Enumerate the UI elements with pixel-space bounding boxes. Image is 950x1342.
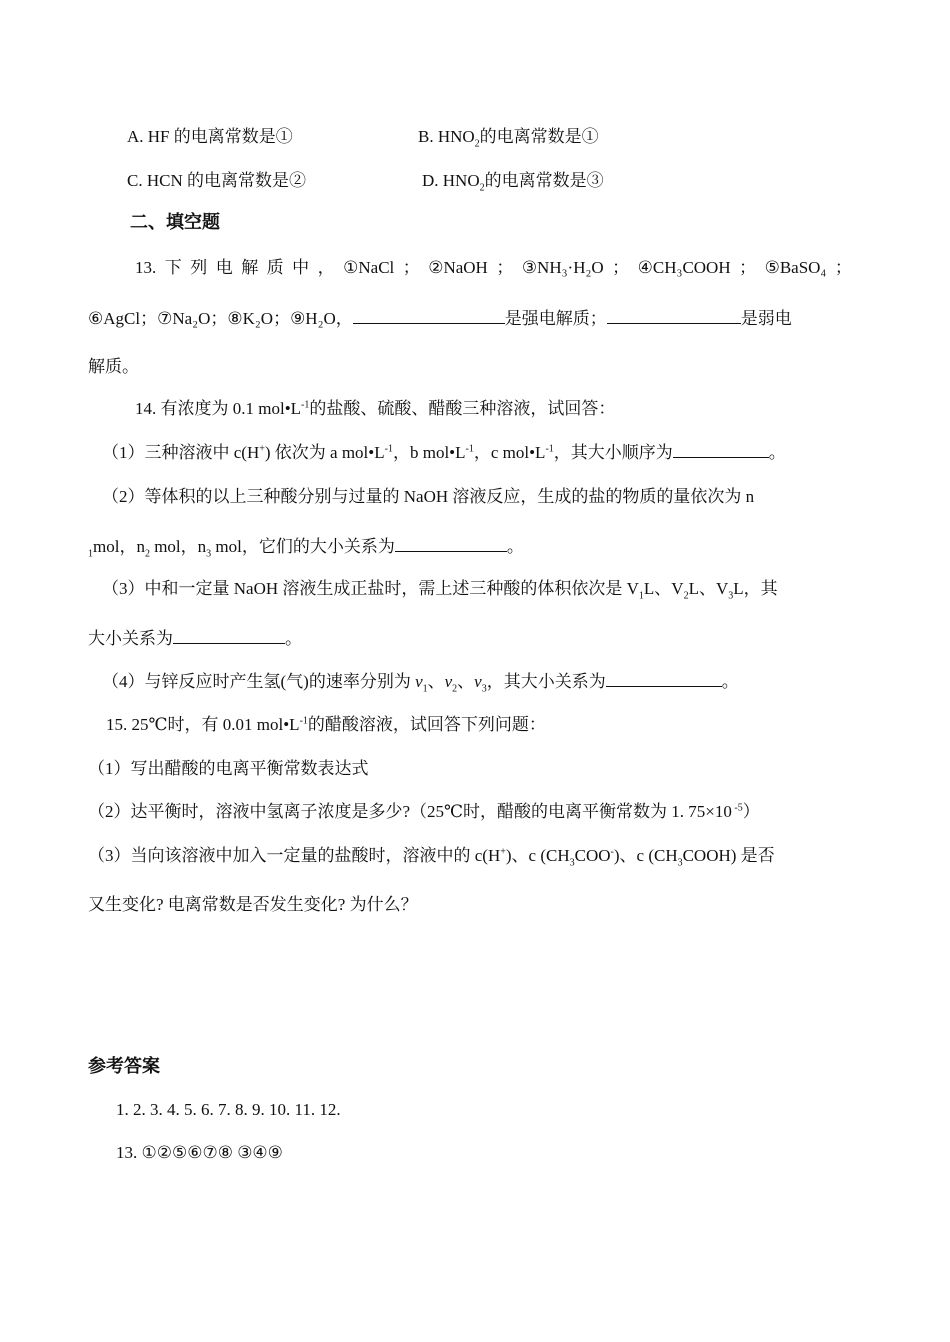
subscript: 1: [88, 548, 93, 560]
superscript: -: [610, 846, 614, 858]
q13-segment: 13.: [135, 258, 157, 277]
q13-segment: 质: [266, 258, 284, 277]
q13-segment: 下: [164, 258, 182, 277]
text-segment: )、c (CH: [505, 846, 570, 865]
answers-line2: 13. ①②⑤⑥⑦⑧ ③④⑨: [116, 1143, 283, 1162]
text-segment: 大小关系为: [88, 629, 173, 648]
q13-segment: ；: [612, 258, 630, 277]
q15-part2: [88, 801, 760, 823]
answers-line1: 1. 2. 3. 4. 5. 6. 7. 8. 9. 10. 11. 12.: [116, 1100, 341, 1119]
velocity-symbol: v: [474, 672, 482, 691]
option-b-text-end: 的电离常数是①: [479, 127, 599, 146]
option-d-text: D. HNO: [422, 171, 480, 190]
subscript: 3: [569, 857, 575, 869]
answers-heading: 参考答案: [88, 1056, 160, 1077]
q14-part2-line2: [88, 535, 524, 558]
text-segment: （3）中和一定量 NaOH 溶液生成正盐时，需上述三种酸的体积依次是 V: [102, 579, 639, 598]
superscript: -1: [301, 399, 310, 411]
subscript: 3: [728, 590, 734, 602]
answer-blank[interactable]: [353, 307, 505, 324]
subscript: 2: [144, 548, 150, 560]
q15-part1: （1）写出醋酸的电离平衡常数表达式: [88, 759, 369, 778]
option-c: C. HCN 的电离常数是②: [127, 171, 306, 190]
q14-part4: [102, 670, 739, 693]
separator: 、: [457, 672, 475, 691]
text-segment: （2）达平衡时，溶液中氢离子浓度是多少?（25℃时，醋酸的电离平衡常数为 1. 75×10: [88, 802, 732, 821]
q15-stem-text: 15. 25℃时，有 0.01 mol•L: [106, 715, 300, 734]
superscript: -1: [384, 443, 393, 455]
text-segment: （3）当向该溶液中加入一定量的盐酸时，溶液中的 c(H: [88, 846, 501, 865]
q13-segment: 列: [190, 258, 208, 277]
subscript: 1: [638, 590, 644, 602]
q13-segment: ；: [402, 258, 420, 277]
q13-segment: ①NaCl: [343, 258, 395, 277]
q13-line2-text: ⑥AgCl；⑦Na₂O；⑧K₂O；⑨H₂O，: [88, 309, 353, 328]
text-segment: 。: [506, 537, 524, 556]
text-segment: ，c mol•L: [473, 443, 546, 462]
text-segment: mol，n: [149, 537, 207, 556]
subscript: 3: [481, 683, 487, 695]
option-b: [418, 126, 599, 148]
superscript: +: [259, 443, 265, 455]
q13-segment: ；: [496, 258, 514, 277]
subscript: 2: [452, 683, 458, 695]
q13-segment: ⑤BaSO₄: [764, 258, 827, 277]
q13-line3: 解质。: [88, 357, 139, 376]
q15-part3-line1: [88, 845, 862, 867]
subscript: 3: [206, 548, 212, 560]
q13-segment: 解: [241, 258, 259, 277]
superscript: -1: [465, 443, 474, 455]
text-segment: ）: [742, 802, 760, 821]
text-segment: ，b mol•L: [392, 443, 466, 462]
q14-part3-line1: [102, 578, 862, 600]
q15-stem: [106, 714, 546, 736]
option-d-text-end: 的电离常数是③: [484, 171, 604, 190]
superscript: -1: [545, 443, 554, 455]
q13-segment: ④CH₃COOH: [637, 258, 731, 277]
superscript: -5: [731, 802, 743, 814]
subscript: 3: [677, 857, 683, 869]
text-segment: 。: [285, 629, 302, 648]
q13-line2: [88, 307, 792, 330]
option-b-text: B. HNO: [418, 127, 475, 146]
text-segment: ) 依次为 a mol•L: [264, 443, 385, 462]
text-segment: （1）三种溶液中 c(H: [102, 443, 260, 462]
superscript: +: [500, 846, 506, 858]
separator: 、: [427, 672, 445, 691]
q13-segment: 中: [292, 258, 310, 277]
text-segment: )、c (CH: [613, 846, 678, 865]
q14-part2-text: （2）等体积的以上三种酸分别与过量的 NaOH 溶液反应，生成的盐的物质的量依次为 n: [102, 487, 755, 506]
q15-stem-end: 的醋酸溶液，试回答下列问题：: [307, 715, 546, 734]
text-segment: L，其: [733, 579, 778, 598]
text-segment: mol，它们的大小关系为: [211, 537, 395, 556]
text-segment: ，其大小关系为: [486, 672, 606, 691]
q13-segment: ③NH₃·H₂O: [521, 258, 604, 277]
q13-line2-mid: 是强电解质；: [504, 309, 607, 328]
subscript: 1: [422, 683, 428, 695]
text-segment: COOH) 是否: [682, 846, 775, 865]
text-segment: COO: [574, 846, 611, 865]
answer-blank[interactable]: [606, 670, 722, 687]
q15-part3-line2: 又生变化? 电离常数是否发生变化? 为什么？: [88, 895, 418, 914]
q13-segment: ；: [739, 258, 757, 277]
section-heading: 二、填空题: [130, 212, 220, 233]
superscript: -1: [299, 715, 308, 727]
option-a: A. HF 的电离常数是①: [127, 127, 293, 146]
text-segment: mol，n: [93, 537, 145, 556]
q14-part2-line1: [102, 486, 862, 508]
q13-segment: ；: [834, 258, 852, 277]
answer-blank[interactable]: [173, 627, 285, 644]
text-segment: 。: [721, 672, 739, 691]
answer-blank[interactable]: [673, 441, 769, 458]
subscript: 2: [683, 590, 689, 602]
option-b-subscript: 2: [474, 138, 480, 150]
text-segment: 。: [768, 443, 786, 462]
velocity-symbol: v: [444, 672, 453, 691]
q13-segment: ②NaOH: [428, 258, 488, 277]
text-segment: L、V: [643, 579, 684, 598]
q14-stem-text: 14. 有浓度为 0.1 mol•L: [135, 399, 302, 418]
q14-part3-line2: [88, 627, 302, 650]
q13-line1: [135, 257, 852, 279]
text-segment: ，其大小顺序为: [553, 443, 673, 462]
answer-blank[interactable]: [395, 535, 507, 552]
text-segment: （4）与锌反应时产生氢(气)的速率分别为: [102, 672, 416, 691]
q14-part1: [102, 441, 786, 464]
q14-stem-end: 的盐酸、硫酸、醋酸三种溶液，试回答：: [309, 399, 616, 418]
option-d-subscript: 2: [479, 182, 485, 194]
option-d: [422, 170, 604, 192]
q13-segment: ，: [317, 258, 335, 277]
answer-blank[interactable]: [607, 307, 741, 324]
text-segment: L、V: [688, 579, 729, 598]
q13-segment: 电: [215, 258, 233, 277]
q14-stem: [135, 398, 615, 420]
q13-line2-end: 是弱电: [740, 309, 792, 328]
velocity-symbol: v: [415, 672, 423, 691]
